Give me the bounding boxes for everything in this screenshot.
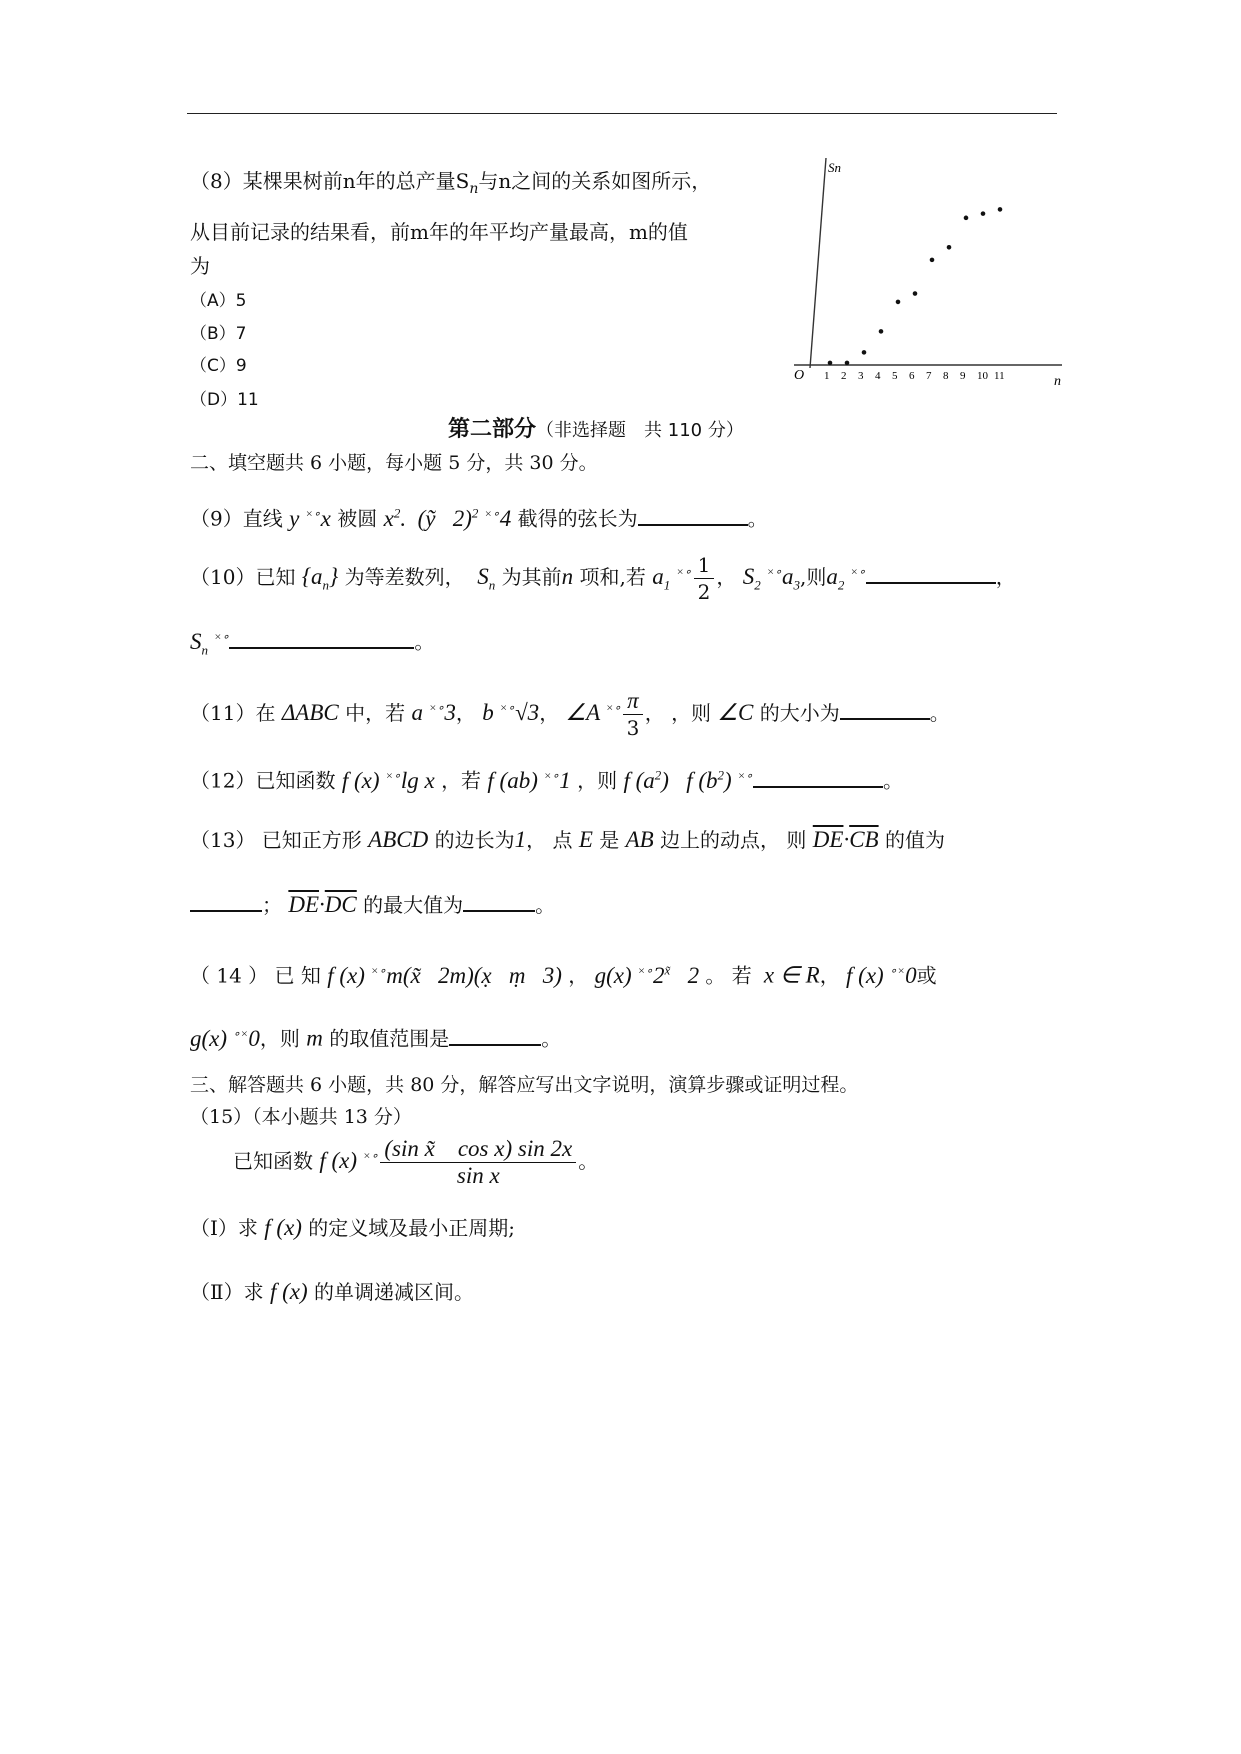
q15-sub2 — [190, 1279, 474, 1305]
data-point — [964, 216, 969, 221]
x-axis-label: n — [1054, 374, 1061, 389]
data-point — [981, 211, 986, 216]
q15-sub1-end: 的定义域及最小正周期; — [308, 1216, 516, 1240]
x-tick-label: 6 — [909, 370, 915, 382]
fill-header: 二、填空题共 6 小题，每小题 5 分，共 30 分。 — [190, 452, 598, 474]
q13-line1: （13） 已知正方形 ABCD 的边长为1， 点 E 是 AB 边上的动点， 则 $\overline{DE}\cdot\overline{CB}$ 的值为 — [190, 827, 945, 852]
q11-b: b ×∘√3 — [482, 700, 540, 725]
q13-line2-t: 的最大值为 — [363, 893, 464, 917]
q13-abcd: ABCD — [368, 827, 429, 852]
q14-g0: g(x) ∘×0 — [190, 1025, 260, 1051]
q12-t2: ，则 — [577, 768, 618, 793]
q10-blank-1[interactable] — [866, 564, 996, 584]
q10-line1: （10）已知 $\{a_n\}$ 为等差数列， $S_n$ 为其前n 项和,若 $a_1$ ×∘ $\frac{1}{2}$ ， $S_2$ $^{\times\circ}a_3$,则$a_2$ ×∘ ， — [190, 553, 1016, 604]
q11-pi-third: $\frac{\pi}{3}$ — [623, 688, 643, 741]
q13-line2 — [190, 892, 555, 918]
origin-label: O — [794, 368, 805, 383]
q10-sn2: $S_n$ ×∘ — [190, 628, 230, 658]
q15-sub2-prefix: （Ⅱ）求 — [190, 1280, 264, 1304]
q12-func: f (x) ×∘lg x — [341, 767, 435, 793]
q14-end: 。 — [541, 1026, 562, 1051]
q12-blank[interactable] — [753, 768, 883, 788]
q10-s2: $S_2$ $^{\times\circ}a_3$ — [742, 564, 801, 593]
q10-t5: ,则 — [800, 565, 827, 589]
x-tick-label: 1 — [824, 370, 830, 382]
top-rule — [187, 113, 1057, 114]
data-point — [845, 361, 850, 366]
data-point — [896, 300, 901, 305]
q10-end: ， — [995, 565, 1016, 589]
q13-e: E — [578, 827, 593, 852]
q14-t1: ， — [568, 963, 589, 988]
q15-title: （15）（本小题共 13 分） — [190, 1106, 412, 1128]
x-tick-label: 4 — [875, 370, 881, 382]
q14-prefix: （ 14 ） 已 知 — [190, 963, 321, 988]
q14-m: m — [306, 1025, 323, 1051]
q8-line2: 从目前记录的结果看，前m年的年平均产量最高，m的值 — [190, 220, 688, 244]
q9-suffix: 截得的弦长为 — [517, 506, 638, 531]
q10-prefix: （10）已知 — [190, 565, 296, 589]
q9-line-eq: y ×∘x — [289, 505, 331, 531]
x-tick-label: 11 — [994, 370, 1005, 382]
q9 — [190, 500, 768, 532]
y-axis-label: Sn — [828, 160, 841, 175]
q13-ab: AB — [625, 827, 654, 852]
q15-func — [233, 1136, 598, 1189]
q10-blank-2[interactable] — [229, 629, 414, 649]
q11: （11）在 ΔABC 中，若 a ×∘3， b ×∘√3， ∠A ×∘ $\frac{\pi}{3}$ ， ，则 ∠C 的大小为 。 — [190, 688, 950, 740]
q13-t3: 是 — [599, 828, 620, 852]
q8-option-b: （B）7 — [190, 324, 247, 344]
q15-sub1-fx: f (x) — [264, 1215, 302, 1240]
q10-half: $\frac{1}{2}$ — [694, 552, 715, 605]
data-point — [913, 291, 918, 296]
q14-line2 — [190, 1020, 561, 1052]
q8-line1-text: （8）某棵果树前n年的总产量S — [190, 169, 470, 193]
q13-t2: ， 点 — [526, 828, 573, 852]
q11-triangle: ΔABC — [281, 700, 339, 725]
q15-func-prefix: 已知函数 — [233, 1149, 313, 1173]
q8-option-c: （C）9 — [190, 356, 247, 376]
q14-line1: （ 14 ） 已 知 f (x) ×∘m(x̃ 2m)(x̣ ṃ 3) ， g(x) $^{\times\circ}2^{x̃}$ 2 。 若 x ∈ R， f (x) ∘×0或 — [190, 962, 937, 988]
q15-fraction: $\frac{\text{(sin x̃ cos x) sin 2x}}{\text{sin x}}$ — [380, 1136, 576, 1189]
q15-sub2-end: 的单调递减区间。 — [313, 1280, 474, 1304]
part3-header: 三、解答题共 6 小题，共 80 分，解答应写出文字说明，演算步骤或证明过程。 — [190, 1074, 859, 1096]
q12-cond: f (ab) ×∘1 — [487, 767, 571, 793]
q13-blank-1[interactable] — [190, 892, 262, 912]
part2-subtitle: （非选择题 共 110 分） — [536, 420, 744, 441]
q13-end: 。 — [535, 893, 556, 917]
q13-blank-2[interactable] — [463, 892, 535, 912]
q8-scatter-chart — [780, 150, 1070, 390]
q14-domain: x ∈ R — [758, 962, 820, 988]
q14-f0: f (x) ∘×0 — [846, 962, 917, 988]
q14-t2: 。 若 — [705, 963, 752, 988]
q8-option-d: （D）11 — [190, 390, 259, 410]
q12-t1: ，若 — [441, 768, 482, 793]
q14-t3: 或 — [916, 963, 937, 988]
q13-line2-mid: ； — [262, 893, 282, 917]
q15-sub1-prefix: （Ⅰ）求 — [190, 1216, 258, 1240]
q15-fx: f (x) ×∘ — [319, 1148, 379, 1173]
data-point — [828, 361, 833, 366]
q13-t5: 的值为 — [884, 828, 945, 852]
q14-g: g(x) $^{\times\circ}2^{x̃}$ 2 — [594, 962, 700, 988]
q13-t4: 边上的动点， 则 — [660, 828, 807, 852]
q14-line2-t2: 的取值范围是 — [329, 1026, 450, 1051]
data-point — [879, 329, 884, 334]
q8-option-a: （A）5 — [190, 291, 247, 311]
q14-f: f (x) ×∘m(x̃ 2m)(x̣ ṃ 3) — [327, 962, 562, 988]
x-tick-label: 10 — [977, 370, 988, 382]
q10-line2 — [190, 623, 434, 663]
data-point — [930, 258, 935, 263]
q10-t4: ， — [716, 565, 737, 589]
q12-expr: f $(a^2)$ f $(b^2)$ ×∘ — [623, 767, 754, 793]
q11-blank[interactable] — [840, 700, 930, 720]
q11-t3: 的大小为 — [759, 701, 840, 725]
q8-line1 — [190, 168, 711, 202]
data-point — [862, 350, 867, 355]
x-tick-label: 2 — [841, 370, 847, 382]
q11-angle-c: ∠C — [717, 700, 754, 725]
q10-t3: 项和,若 — [579, 565, 646, 589]
q13-prefix: （13） 已知正方形 — [190, 828, 362, 852]
q10-t1: 为等差数列， — [344, 565, 465, 589]
y-axis — [810, 158, 826, 368]
q12-end: 。 — [883, 768, 904, 793]
q15-func-end: 。 — [578, 1149, 599, 1173]
q14-blank[interactable] — [449, 1026, 541, 1046]
q10-a1: $a_1$ ×∘ — [652, 564, 692, 593]
q9-mid: 被圆 — [337, 506, 378, 531]
q13-t1: 的边长为 — [434, 828, 515, 852]
q11-prefix: （11）在 — [190, 701, 276, 725]
q8-line3: 为 — [190, 254, 210, 278]
q10-t2: 为其前 — [501, 565, 562, 589]
q11-t1: 中，若 — [345, 701, 406, 725]
q11-angle: ∠A ×∘ — [565, 700, 622, 725]
q12 — [190, 762, 903, 794]
data-point — [998, 207, 1003, 212]
q10-an: $\{a_n\}$ — [301, 564, 339, 593]
q8-line1-end: 与n之间的关系如图所示， — [478, 169, 712, 193]
q11-t2: ，则 — [671, 701, 712, 725]
q15-sub2-fx: f (x) — [269, 1279, 308, 1304]
q10-sn: $S_n$ — [477, 564, 496, 593]
q8-sub: n — [469, 181, 479, 197]
q14-line2-t: ，则 — [259, 1026, 300, 1051]
x-tick-label: 9 — [960, 370, 966, 382]
q11-a: a ×∘3 — [411, 700, 456, 725]
q9-prefix: （9）直线 — [190, 506, 283, 531]
q15-sub1 — [190, 1215, 515, 1241]
x-tick-label: 3 — [858, 370, 864, 382]
q13-vec1: $\overline{DE}\cdot\overline{CB}$ — [812, 827, 879, 852]
q9-end: 。 — [747, 506, 768, 531]
q13-vec2: $\overline{DE}\cdot\overline{DC}$ — [288, 892, 357, 917]
x-tick-label: 8 — [943, 370, 949, 382]
q12-prefix: （12）已知函数 — [190, 768, 336, 793]
part2-heading — [448, 412, 744, 443]
part2-title: 第二部分 — [448, 416, 537, 442]
q10-a2: $a_2$ ×∘ — [826, 564, 866, 593]
x-tick-label: 7 — [926, 370, 932, 382]
q9-blank[interactable] — [638, 506, 748, 526]
q10-line2-end: 。 — [414, 629, 435, 654]
q9-circle-eq: $x^2$. (ỹ 2)$^2$ ×∘4 — [383, 505, 512, 531]
q11-end: 。 — [929, 701, 950, 725]
data-point — [947, 245, 952, 250]
x-tick-label: 5 — [892, 370, 898, 382]
